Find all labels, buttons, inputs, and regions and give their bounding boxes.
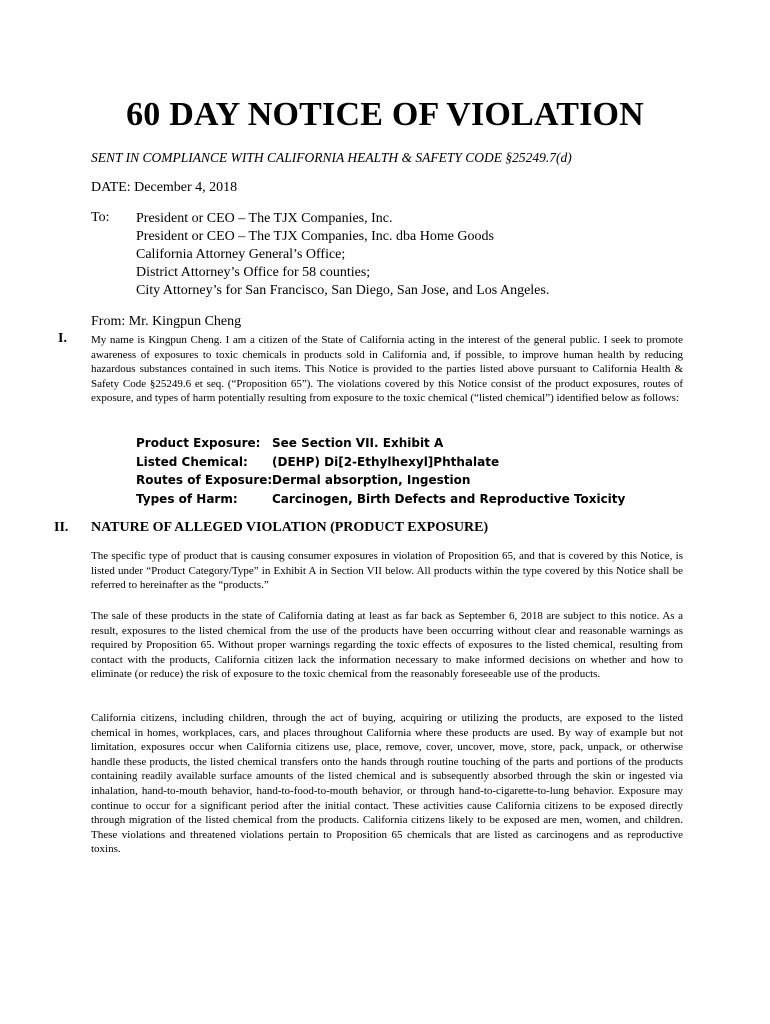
recipient-item: President or CEO – The TJX Companies, Inc. dba Home Goods [136,229,494,244]
subtitle: SENT IN COMPLIANCE WITH CALIFORNIA HEALTH & SAFETY CODE §25249.7(d) [91,150,572,165]
section-2-paragraph: California citizens, including children, through the act of buying, acquiring or utilizing the products, are exposed to the listed chemical in homes, workplaces, cars, and places throughout California where these products are used. By way of example but not limitation, exposures occur when California citizens use, place, remove, cover, uncover, move, store, pack, unpack, or otherwise handle these products, the listed chemical transfers onto the hands through routine touching of the parts and portions of the products containing readily available surface amounts of the listed chemical and is subsequently absorbed through the skin or ingested via inhalation, hand-to-mouth behavior, hand-to-food-to-mouth behavior, or through hand-to-cigarette-to-lung behavior. Exposure may continue to occur for a significant period after the initial contact. These activities cause California citizens to be exposed directly through migration of the listed chemical from the products. California citizens likely to be exposed are men, women, and children. These violations and threatened violations pertain to Proposition 65 chemicals that are listed as carcinogens and as reproductive toxins. [91,712,683,856]
page-title: 60 DAY NOTICE OF VIOLATION [126,96,644,133]
section-2-paragraph: The specific type of product that is causing consumer exposures in violation of Proposition 65, and that is covered by this Notice, is listed under “Product Category/Type” in Exhibit A in Section VII below. All products within the type covered by this Notice shall be referred to hereinafter as the “products.” [91,550,683,592]
recipient-list [136,210,549,300]
detail-row [136,471,625,490]
section-2-number: II. [54,520,69,535]
detail-value: Carcinogen, Birth Defects and Reproductive Toxicity [272,491,626,506]
detail-key: Product Exposure: [136,436,261,450]
recipient-item: District Attorney’s Office for 58 counties; [136,265,371,280]
detail-key: Routes of Exposure: [136,473,273,487]
recipient-item: City Attorney’s for San Francisco, San Diego, San Jose, and Los Angeles. [136,283,550,298]
notice-date: DATE: December 4, 2018 [91,180,238,195]
from-line: From: Mr. Kingpun Cheng [91,314,242,329]
to-label: To: [91,210,110,225]
exposure-details [136,434,625,508]
detail-row [136,434,625,453]
recipient-item: California Attorney General’s Office; [136,247,346,262]
detail-row [136,453,625,472]
section-1-number: I. [58,331,67,346]
detail-value: Dermal absorption, Ingestion [272,473,471,487]
section-2-paragraph: The sale of these products in the state of California dating at least as far back as September 6, 2018 are subject to this notice. As a result, exposures to the listed chemical from the use of the products have been occurring without clear and reasonable warnings as required by Proposition 65. Without proper warnings regarding the toxic effects of exposures to the listed chemical, resulting from contact with the products, California citizen lack the information necessary to make informed decisions on whether and how to eliminate (or reduce) the risk of exposure to the toxic chemical from the reasonably foreseeable use of the products. [91,610,683,681]
detail-value: See Section VII. Exhibit A [272,436,444,450]
detail-key: Listed Chemical: [136,454,248,469]
section-2-heading: NATURE OF ALLEGED VIOLATION (PRODUCT EXPOSURE) [91,520,489,535]
recipient-item: President or CEO – The TJX Companies, Inc. [136,211,393,226]
detail-key: Types of Harm: [136,491,238,506]
detail-value: (DEHP) Di[2-Ethylhexyl]Phthalate [272,454,500,469]
section-1-intro: My name is Kingpun Cheng. I am a citizen of the State of California acting in the interest of the general public. I seek to promote awareness of exposures to toxic chemicals in products sold in California and, if possible, to improve human health by reducing hazardous substances contained in such items. This Notice is provided to the parties listed above pursuant to California Health & Safety Code §25249.6 et seq. (“Proposition 65”). The violations covered by this Notice consist of the product exposures, routes of exposure, and types of harm potentially resulting from exposure to the toxic chemical (“listed chemical”) identified below as follows: [91,334,683,405]
detail-row [136,490,625,509]
